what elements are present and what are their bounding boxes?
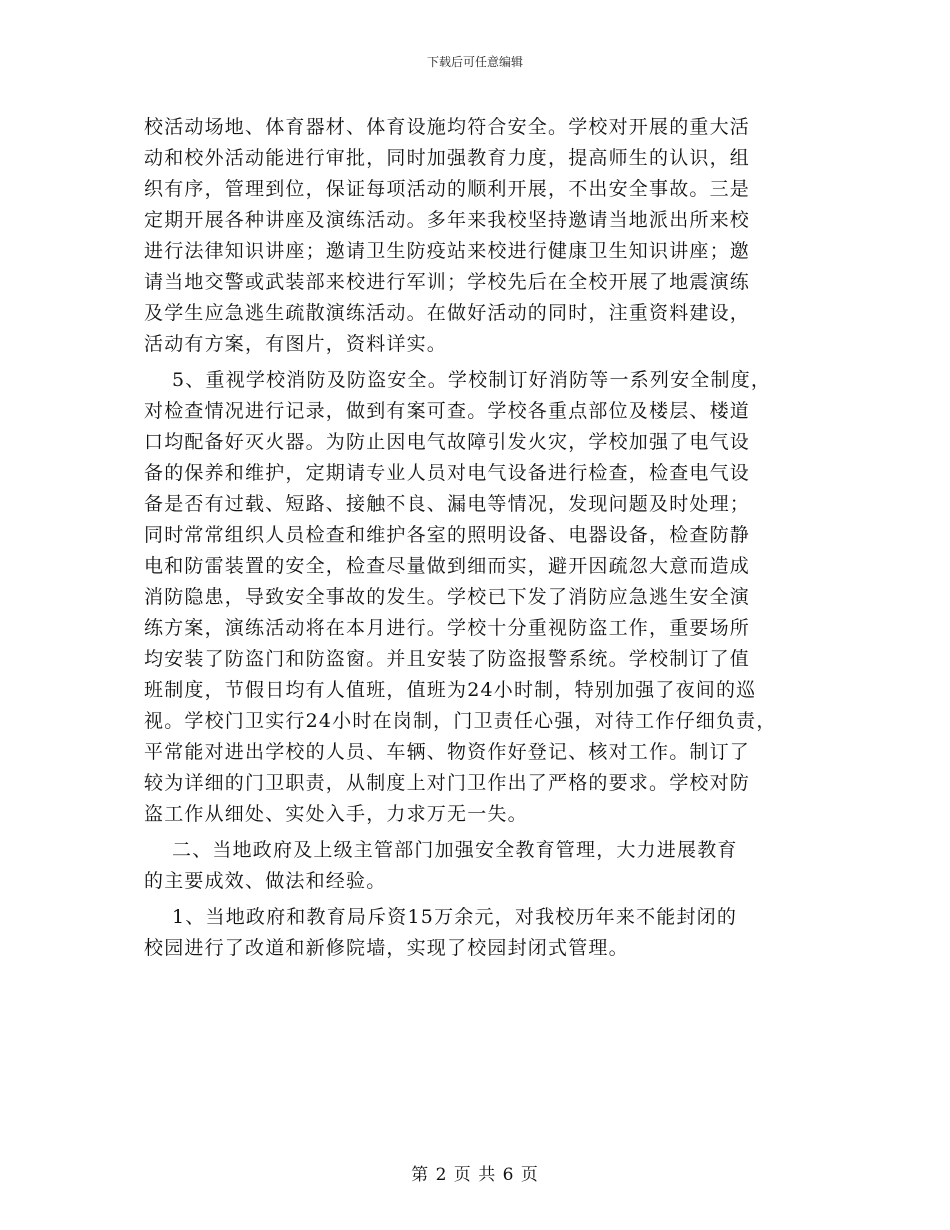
text-line: 校活动场地、体育器材、体育设施均符合安全。学校对开展的重大活 [144,116,751,138]
text-line: 较为详细的门卫职责，从制度上对门卫作出了严格的要求。学校对防 [144,772,751,794]
document-body [144,112,834,964]
text-line: 电和防雷装置的安全，检查尽量做到细而实，避开因疏忽大意而造成 [144,555,751,577]
text-line: 消防隐患，导致安全事故的发生。学校已下发了消防应急逃生安全演 [144,586,751,608]
text-line: 备是否有过载、短路、接触不良、漏电等情况，发现问题及时处理； [144,493,751,515]
text-line: 班制度，节假日均有人值班，值班为24小时制，特别加强了夜间的巡 [144,679,757,701]
text-line: 活动有方案，有图片，资料详实。 [144,333,448,355]
text-line: 盗工作从细处、实处入手，力求万无一失。 [144,803,528,825]
text-line: 校园进行了改道和新修院墙，实现了校园封闭式管理。 [144,937,629,959]
text-line: 请当地交警或武装部来校进行军训；学校先后在全校开展了地震演练 [144,271,751,293]
text-line: 同时常常组织人员检查和维护各室的照明设备、电器设备，检查防静 [144,524,751,546]
text-line: 进行法律知识讲座；邀请卫生防疫站来校进行健康卫生知识讲座；邀 [144,240,751,262]
text-line: 视。学校门卫实行24小时在岗制，门卫责任心强，对待工作仔细负责， [144,710,777,732]
text-line: 均安装了防盗门和防盗窗。并且安装了防盗报警系统。学校制订了值 [144,648,751,670]
text-line: 备的保养和维护，定期请专业人员对电气设备进行检查，检查电气设 [144,462,751,484]
text-line: 平常能对进出学校的人员、车辆、物资作好登记、核对工作。制订了 [144,741,751,763]
text-line: 及学生应急逃生疏散演练活动。在做好活动的同时，注重资料建设， [144,302,751,324]
text-line: 动和校外活动能进行审批，同时加强教育力度，提高师生的认识，组 [144,147,751,169]
page-number-footer: 第 2 页 共 6 页 [411,1165,539,1185]
section-heading-line: 的主要成效、做法和经验。 [144,870,387,892]
text-line: 织有序，管理到位，保证每项活动的顺利开展，不出安全事故。三是 [144,178,751,200]
section-heading-line: 二、当地政府及上级主管部门加强安全教育管理，大力进展教育 [172,839,738,861]
text-line: 对检查情况进行记录，做到有案可查。学校各重点部位及楼层、楼道 [144,400,751,422]
text-line: 口均配备好灭火器。为防止因电气故障引发火灾，学校加强了电气设 [144,431,751,453]
text-line: 1、当地政府和教育局斥资15万余元，对我校历年来不能封闭的 [172,906,738,928]
text-line: 5、重视学校消防及防盗安全。学校制订好消防等一系列安全制度， [172,369,772,391]
page-header-note: 下载后可任意编辑 [426,55,523,69]
text-line: 练方案，演练活动将在本月进行。学校十分重视防盗工作，重要场所 [144,617,751,639]
text-line: 定期开展各种讲座及演练活动。多年来我校坚持邀请当地派出所来校 [144,209,751,231]
